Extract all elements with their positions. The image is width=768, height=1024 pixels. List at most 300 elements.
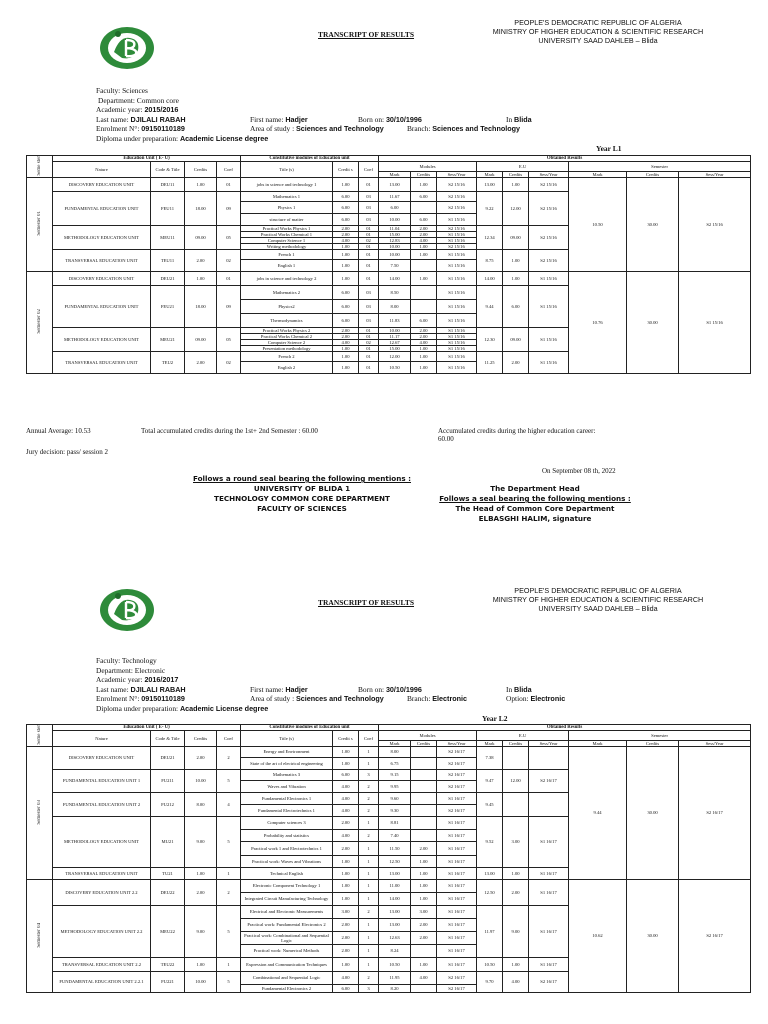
module-credits-obtained: 1.00 bbox=[411, 855, 437, 867]
module-mark: 8.20 bbox=[379, 984, 411, 992]
module-credits: 1.00 bbox=[333, 879, 359, 892]
total-credits: Total accumulated credits during the 1st+ 2nd Semester : 60.00 bbox=[141, 427, 318, 435]
module-mark: 11.50 bbox=[379, 841, 411, 855]
document-title: TRANSCRIPT OF RESULTS bbox=[318, 30, 415, 39]
eu-session: S1 15/16 bbox=[529, 351, 569, 373]
module-session: S1 16/17 bbox=[437, 867, 477, 879]
constitutive-header: Constitutive modules of Education unit bbox=[241, 156, 379, 162]
module-title: English 1 bbox=[241, 259, 333, 271]
unit-code: DEU21 bbox=[151, 271, 185, 285]
module-mark: 14.00 bbox=[379, 271, 411, 285]
module-mark: 12.63 bbox=[379, 931, 411, 944]
module-session: S2 15/16 bbox=[437, 201, 477, 213]
academic-year: 2015/2016 bbox=[144, 105, 179, 114]
eu-credits: 12.00 bbox=[503, 769, 529, 792]
table-row bbox=[27, 879, 751, 892]
module-credits: 6.00 bbox=[333, 313, 359, 327]
unit-code: TEU2 bbox=[151, 351, 185, 373]
semester-header bbox=[27, 156, 53, 178]
module-credits: 4.00 bbox=[333, 829, 359, 841]
module-credits-obtained bbox=[411, 792, 437, 804]
module-credits-obtained: 6.00 bbox=[411, 191, 437, 201]
module-credits: 1.00 bbox=[333, 249, 359, 259]
module-mark: 6.00 bbox=[379, 201, 411, 213]
module-mark: 15.00 bbox=[379, 231, 411, 237]
branch: Sciences and Technology bbox=[432, 124, 521, 133]
module-title: French 1 bbox=[241, 249, 333, 259]
eu-session: S1 16/17 bbox=[529, 867, 569, 879]
module-mark: 11.95 bbox=[379, 971, 411, 984]
last-name: DJILALI RABAH bbox=[130, 114, 186, 124]
module-credits-obtained: 2.00 bbox=[411, 333, 437, 339]
eu-mark: 9.22 bbox=[477, 191, 503, 225]
semester-header-text: Seme ster bbox=[37, 725, 42, 745]
eu-session bbox=[529, 792, 569, 816]
module-session: S1 15/16 bbox=[437, 361, 477, 373]
module-mark: 11.67 bbox=[379, 191, 411, 201]
born-date-2: 30/10/1996 bbox=[385, 684, 422, 694]
unit-coef: 4 bbox=[217, 792, 241, 816]
module-credits: 6.00 bbox=[333, 213, 359, 225]
unit-code: FEU21 bbox=[151, 285, 185, 327]
unit-code: TEU22 bbox=[151, 957, 185, 971]
module-credits-obtained bbox=[411, 757, 437, 769]
module-title: Physics 1 bbox=[241, 201, 333, 213]
module-session: S2 16/17 bbox=[437, 984, 477, 992]
faculty: Faculty: Sciences bbox=[96, 86, 148, 95]
unit-code: FEU11 bbox=[151, 191, 185, 225]
university-line-2: UNIVERSITY SAAD DAHLEB – Blida bbox=[538, 604, 658, 613]
last-name-label-2: Last name: bbox=[96, 684, 129, 694]
eu-header: E.U bbox=[477, 731, 569, 741]
col-credits: Credits bbox=[627, 740, 679, 746]
enrolment-number: 09150110189 bbox=[141, 124, 185, 133]
unit-coef: 2 bbox=[217, 746, 241, 769]
eu-session: S1 15/16 bbox=[529, 327, 569, 351]
unit-code: MEU22 bbox=[151, 905, 185, 957]
eu-credits: 1.00 bbox=[503, 867, 529, 879]
module-mark: 9.95 bbox=[379, 780, 411, 792]
unit-coef: 09 bbox=[217, 285, 241, 327]
module-credits-obtained: 1.00 bbox=[411, 249, 437, 259]
module-coef: 02 bbox=[359, 339, 379, 345]
seal-left-line-3: FACULTY OF SCIENCES bbox=[257, 504, 347, 513]
module-credits: 2.00 bbox=[333, 931, 359, 944]
module-title: Writing methodology bbox=[241, 243, 333, 249]
module-title: State of the art of electrical engineering bbox=[241, 757, 333, 769]
module-session: S2 16/17 bbox=[437, 780, 477, 792]
semester-header bbox=[27, 725, 53, 747]
module-session: S1 15/16 bbox=[437, 333, 477, 339]
university-line: UNIVERSITY SAAD DAHLEB – Blida bbox=[538, 36, 658, 45]
born-label: Born on: bbox=[358, 114, 385, 124]
module-mark: 8.24 bbox=[379, 944, 411, 957]
module-coef: 3 bbox=[359, 769, 379, 780]
birth-place: Blida bbox=[514, 114, 532, 124]
eu-mark: 11.97 bbox=[477, 905, 503, 957]
module-coef: 2 bbox=[359, 804, 379, 816]
module-coef: 1 bbox=[359, 892, 379, 905]
unit-nature: DISCOVERY EDUCATION UNIT bbox=[53, 271, 151, 285]
module-credits-obtained bbox=[411, 829, 437, 841]
module-credits-obtained: 2.00 bbox=[411, 931, 437, 944]
module-coef: 2 bbox=[359, 780, 379, 792]
department-head: The Department Head bbox=[490, 484, 580, 493]
module-session: S2 15/16 bbox=[437, 177, 477, 191]
branch-label: Branch: bbox=[407, 124, 431, 133]
module-credits-obtained bbox=[411, 816, 437, 829]
unit-credits: 8.00 bbox=[185, 792, 217, 816]
unit-coef: 5 bbox=[217, 971, 241, 992]
module-coef: 01 bbox=[359, 225, 379, 231]
eu-session: S1 16/17 bbox=[529, 879, 569, 905]
unit-nature: FUNDAMENTAL EDUCATION UNIT 2 bbox=[53, 792, 151, 816]
transcript-table-1 bbox=[26, 155, 751, 374]
unit-coef: 5 bbox=[217, 905, 241, 957]
semester-label: Semester 03 bbox=[37, 799, 42, 825]
module-session: S1 15/16 bbox=[437, 231, 477, 237]
module-session: S1 15/16 bbox=[437, 299, 477, 313]
birth-place-2: Blida bbox=[514, 684, 532, 694]
module-coef: 01 bbox=[359, 231, 379, 237]
unit-nature: DISCOVERY EDUCATION UNIT bbox=[53, 177, 151, 191]
col-mark: Mark bbox=[379, 740, 411, 746]
module-session: S2 16/17 bbox=[437, 804, 477, 816]
col-mark: Mark bbox=[569, 171, 627, 177]
eu-mark: 9.52 bbox=[477, 816, 503, 867]
student-info-2 bbox=[96, 656, 736, 713]
eu-credits: 09.00 bbox=[503, 327, 529, 351]
eu-session: S2 15/16 bbox=[529, 177, 569, 191]
module-credits: 2.00 bbox=[333, 333, 359, 339]
transcript-table-2 bbox=[26, 724, 751, 993]
unit-coef: 02 bbox=[217, 351, 241, 373]
module-coef: 1 bbox=[359, 855, 379, 867]
semester-credits: 30.00 bbox=[627, 879, 679, 992]
module-coef: 01 bbox=[359, 361, 379, 373]
module-coef: 01 bbox=[359, 351, 379, 361]
module-coef: 1 bbox=[359, 931, 379, 944]
unit-coef: 02 bbox=[217, 249, 241, 271]
module-mark: 12.50 bbox=[379, 855, 411, 867]
module-coef: 1 bbox=[359, 879, 379, 892]
semester-session: S2 16/17 bbox=[679, 746, 751, 879]
module-coef: 2 bbox=[359, 792, 379, 804]
student-info-1 bbox=[96, 86, 736, 143]
unit-code: FU211 bbox=[151, 769, 185, 792]
eu-mark: 9.70 bbox=[477, 971, 503, 992]
module-title: French 2 bbox=[241, 351, 333, 361]
first-name: Hadjer bbox=[285, 114, 308, 124]
eu-session: S2 15/16 bbox=[529, 225, 569, 249]
module-title: Expression and Communication Techniques bbox=[241, 957, 333, 971]
career-credits bbox=[438, 427, 738, 443]
module-coef: 2 bbox=[359, 971, 379, 984]
academic-year-2: 2016/2017 bbox=[144, 675, 179, 684]
area-label-2: Area of study : bbox=[250, 694, 295, 703]
unit-nature: DISCOVERY EDUCATION UNIT bbox=[53, 746, 151, 769]
career-credits-value: 60.00 bbox=[438, 435, 454, 443]
module-mark: 8.50 bbox=[379, 285, 411, 299]
enrol-label-2: Enrolment N°: bbox=[96, 694, 140, 703]
unit-code: FU221 bbox=[151, 971, 185, 992]
module-session: S1 16/17 bbox=[437, 792, 477, 804]
in-label-2: In bbox=[506, 684, 513, 694]
col-sess: Sess/Year bbox=[437, 171, 477, 177]
unit-nature: METHODOLOGY EDUCATION UNIT bbox=[53, 225, 151, 249]
module-credits-obtained bbox=[411, 804, 437, 816]
module-credits-obtained bbox=[411, 984, 437, 992]
semester-results-header: Semester bbox=[569, 731, 751, 741]
module-credits: 1.00 bbox=[333, 957, 359, 971]
born-label-2: Born on: bbox=[358, 684, 385, 694]
unit-code: MEU21 bbox=[151, 327, 185, 351]
module-coef: 1 bbox=[359, 746, 379, 757]
module-coef: 03 bbox=[359, 313, 379, 327]
module-credits-obtained: 1.00 bbox=[411, 957, 437, 971]
module-session: S2 15/16 bbox=[437, 225, 477, 231]
module-mark: 10.50 bbox=[379, 957, 411, 971]
eu-credits: 1.00 bbox=[503, 271, 529, 285]
module-coef: 1 bbox=[359, 757, 379, 769]
col-credits: Credits bbox=[503, 740, 529, 746]
module-mark: 11.17 bbox=[379, 333, 411, 339]
module-credits: 4.00 bbox=[333, 780, 359, 792]
republic-line-2: PEOPLE'S DEMOCRATIC REPUBLIC OF ALGERIA bbox=[514, 586, 682, 595]
option-label: Option: bbox=[506, 694, 529, 703]
unit-coef: 5 bbox=[217, 769, 241, 792]
module-credits-obtained: 2.00 bbox=[411, 231, 437, 237]
career-credits-label: Accumulated credits during the higher education career: bbox=[438, 427, 596, 435]
module-session: S1 16/17 bbox=[437, 855, 477, 867]
module-credits-obtained: 2.00 bbox=[411, 327, 437, 333]
module-mark: 13.00 bbox=[379, 918, 411, 931]
module-title: Practical Works Physics 2 bbox=[241, 327, 333, 333]
module-credits-obtained bbox=[411, 780, 437, 792]
module-title: Waves and Vibration bbox=[241, 780, 333, 792]
table-row bbox=[27, 271, 751, 285]
module-credits-obtained: 6.00 bbox=[411, 213, 437, 225]
unit-credits: 18.00 bbox=[185, 285, 217, 327]
unit-credits: 1.00 bbox=[185, 867, 217, 879]
eu-mark: 12.30 bbox=[477, 327, 503, 351]
col-mark: Mark bbox=[477, 740, 503, 746]
last-name-2: DJILALI RABAH bbox=[130, 684, 186, 694]
unit-nature: FUNDAMENTAL EDUCATION UNIT bbox=[53, 285, 151, 327]
module-session: S1 16/17 bbox=[437, 816, 477, 829]
module-session: S1 15/16 bbox=[437, 345, 477, 351]
module-credits-obtained: 1.00 bbox=[411, 243, 437, 249]
module-credits: 4.00 bbox=[333, 792, 359, 804]
year-label-1: Year L1 bbox=[596, 144, 622, 153]
unit-nature: DISCOVERY EDUCATION UNIT 2.2 bbox=[53, 879, 151, 905]
unit-credits: 2.00 bbox=[185, 351, 217, 373]
module-title: Presentation methodology bbox=[241, 345, 333, 351]
col-credit_s: Credit s bbox=[333, 731, 359, 747]
eu-mark: 9.45 bbox=[477, 792, 503, 816]
unit-code: MU21 bbox=[151, 816, 185, 867]
module-title: Practical Works Chemical 1 bbox=[241, 231, 333, 237]
col-sess: Sess/Year bbox=[679, 740, 751, 746]
modules-header: Modules bbox=[379, 731, 477, 741]
area-label: Area of study : bbox=[250, 124, 295, 133]
module-credits: 6.00 bbox=[333, 285, 359, 299]
unit-coef: 01 bbox=[217, 177, 241, 191]
module-coef: 01 bbox=[359, 345, 379, 351]
department-2: Department: Electronic bbox=[96, 665, 166, 675]
module-session: S2 16/17 bbox=[437, 769, 477, 780]
module-session: S2 15/16 bbox=[437, 243, 477, 249]
unit-credits: 1.00 bbox=[185, 271, 217, 285]
module-title: jobs in science and technology 2 bbox=[241, 271, 333, 285]
module-credits: 4.00 bbox=[333, 339, 359, 345]
module-credits-obtained: 1.00 bbox=[411, 345, 437, 351]
module-credits: 6.00 bbox=[333, 201, 359, 213]
semester-mark: 10.50 bbox=[569, 177, 627, 271]
module-title: Integrated Circuit Manufacturing Technology bbox=[241, 892, 333, 905]
module-mark: 13.00 bbox=[379, 905, 411, 918]
module-credits-obtained: 1.00 bbox=[411, 361, 437, 373]
module-credits: 6.00 bbox=[333, 769, 359, 780]
module-title: jobs in science and technology 1 bbox=[241, 177, 333, 191]
module-mark: 12.00 bbox=[379, 351, 411, 361]
module-coef: 1 bbox=[359, 918, 379, 931]
unit-code: DEU22 bbox=[151, 879, 185, 905]
first-name-label: First name: bbox=[250, 114, 284, 124]
semester-cell bbox=[27, 746, 53, 879]
col-coef: Coef bbox=[217, 731, 241, 747]
branch-label-2: Branch: bbox=[407, 694, 431, 703]
col-credit_s: Credit s bbox=[333, 162, 359, 178]
diploma: Academic License degree bbox=[179, 133, 269, 143]
first-name-2: Hadjer bbox=[285, 684, 308, 694]
diploma-label-2: Diploma under preparation: bbox=[96, 703, 179, 713]
semester-results-header: Semester bbox=[569, 162, 751, 172]
eu-session: S2 16/17 bbox=[529, 769, 569, 792]
module-credits-obtained bbox=[411, 299, 437, 313]
eu-mark: 14.00 bbox=[477, 271, 503, 285]
unit-coef: 1 bbox=[217, 957, 241, 971]
module-coef: 1 bbox=[359, 816, 379, 829]
enrolment-number-2: 09150110189 bbox=[141, 694, 185, 703]
module-credits-obtained: 1.00 bbox=[411, 867, 437, 879]
area-of-study-2: Sciences and Technology bbox=[296, 694, 384, 703]
born-date: 30/10/1996 bbox=[385, 114, 422, 124]
eu-mark: 8.75 bbox=[477, 249, 503, 271]
module-title: Practical Works Physics 1 bbox=[241, 225, 333, 231]
eu-credits: 6.00 bbox=[503, 285, 529, 327]
module-session: S1 15/16 bbox=[437, 351, 477, 361]
eu-mark: 7.38 bbox=[477, 746, 503, 769]
module-title: Mathematics 3 bbox=[241, 769, 333, 780]
module-coef: 1 bbox=[359, 867, 379, 879]
module-mark: 6.75 bbox=[379, 757, 411, 769]
semester-session: S2 16/17 bbox=[679, 879, 751, 992]
eu-session: S2 15/16 bbox=[529, 249, 569, 271]
module-session: S1 16/17 bbox=[437, 918, 477, 931]
unit-nature: FUNDAMENTAL EDUCATION UNIT 2.2.1 bbox=[53, 971, 151, 992]
col-mark: Mark bbox=[569, 740, 627, 746]
module-title: Fundamental Electronics 2 bbox=[241, 984, 333, 992]
seal-right bbox=[430, 484, 640, 524]
module-title: Computer Science 1 bbox=[241, 237, 333, 243]
unit-coef: 09 bbox=[217, 191, 241, 225]
eu-credits: 4.00 bbox=[503, 971, 529, 992]
module-title: English 2 bbox=[241, 361, 333, 373]
module-coef: 2 bbox=[359, 905, 379, 918]
module-coef: 2 bbox=[359, 829, 379, 841]
semester-cell bbox=[27, 271, 53, 373]
module-session: S1 15/16 bbox=[437, 249, 477, 259]
diploma-label: Diploma under preparation: bbox=[96, 133, 179, 143]
module-mark: 9.30 bbox=[379, 804, 411, 816]
semester-cell bbox=[27, 177, 53, 271]
module-credits-obtained: 4.00 bbox=[411, 237, 437, 243]
module-coef: 01 bbox=[359, 333, 379, 339]
eu-session: S2 15/16 bbox=[529, 191, 569, 225]
module-credits: 1.00 bbox=[333, 867, 359, 879]
module-credits-obtained: 1.00 bbox=[411, 351, 437, 361]
module-mark: 10.00 bbox=[379, 213, 411, 225]
module-credits: 1.00 bbox=[333, 243, 359, 249]
module-title: Fundamental Electrotechnics 1 bbox=[241, 804, 333, 816]
module-session: S1 15/16 bbox=[437, 237, 477, 243]
module-credits-obtained: 1.00 bbox=[411, 892, 437, 905]
seal-right-line-1: The Head of Common Core Department bbox=[455, 504, 615, 513]
module-credits: 2.00 bbox=[333, 231, 359, 237]
module-coef: 03 bbox=[359, 285, 379, 299]
semester-label: Semester 01 bbox=[37, 211, 42, 236]
module-session: S1 16/17 bbox=[437, 829, 477, 841]
col-title: Title (s) bbox=[241, 731, 333, 747]
eu-credits: 3.00 bbox=[503, 816, 529, 867]
unit-credits: 9.00 bbox=[185, 816, 217, 867]
eu-mark: 11.25 bbox=[477, 351, 503, 373]
module-title: Probability and statistics bbox=[241, 829, 333, 841]
unit-code: MEU11 bbox=[151, 225, 185, 249]
header-row bbox=[27, 162, 751, 172]
module-credits: 1.00 bbox=[333, 746, 359, 757]
module-session: S1 16/17 bbox=[437, 879, 477, 892]
module-coef: 01 bbox=[359, 271, 379, 285]
unit-credits: 10.00 bbox=[185, 769, 217, 792]
module-title: Computer sciences 3 bbox=[241, 816, 333, 829]
eu-credits: 1.00 bbox=[503, 957, 529, 971]
col-nature: Nature bbox=[53, 162, 151, 178]
seal-right-heading: Follows a seal bearing the following mentions : bbox=[439, 494, 631, 503]
module-session: S1 16/17 bbox=[437, 841, 477, 855]
module-mark: 7.40 bbox=[379, 829, 411, 841]
eu-session: S1 16/17 bbox=[529, 905, 569, 957]
unit-code: DEU11 bbox=[151, 177, 185, 191]
module-coef: 03 bbox=[359, 191, 379, 201]
module-credits: 1.00 bbox=[333, 345, 359, 351]
option: Electronic bbox=[530, 694, 566, 703]
eu-credits: 9.00 bbox=[503, 905, 529, 957]
module-coef: 02 bbox=[359, 237, 379, 243]
module-coef: 03 bbox=[359, 201, 379, 213]
module-credits-obtained bbox=[411, 259, 437, 271]
issuer-block-2 bbox=[468, 586, 728, 613]
module-session: S2 16/17 bbox=[437, 746, 477, 757]
semester-credits: 30.00 bbox=[627, 177, 679, 271]
signature-line: ELBASGHI HALIM, signature bbox=[478, 514, 592, 523]
obtained-header: Obtained Results bbox=[379, 156, 751, 162]
module-credits-obtained bbox=[411, 944, 437, 957]
eu-mark: 9.47 bbox=[477, 769, 503, 792]
module-title: Practical work 1 and Electrotechnics 1 bbox=[241, 841, 333, 855]
eu-credits: 2.00 bbox=[503, 879, 529, 905]
